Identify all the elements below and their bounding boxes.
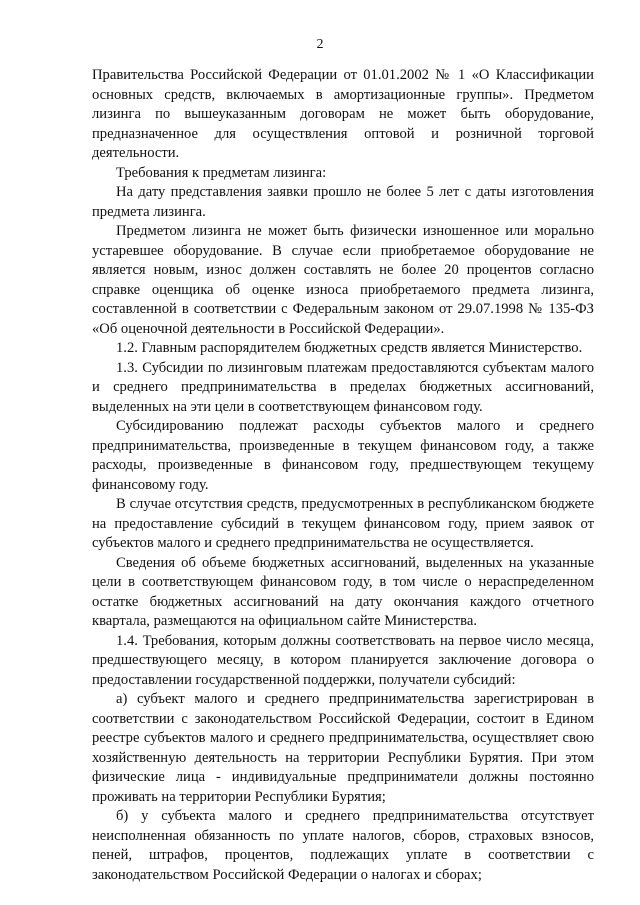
paragraph: Требования к предметам лизинга: <box>116 164 327 181</box>
paragraph: В случае отсутствия средств, предусмотренных в республиканском бюджете на предоставление субсидий в текущем финансовом году, прием заявок от субъектов малого и среднего предпринимательства не осуществляется. <box>92 496 594 551</box>
paragraph: а) субъект малого и среднего предпринимательства зарегистрирован в соответствии с законодательством Российской Федерации, состоит в Едином реестре субъектов малого и среднего предпринимательства, осуществляет свою хозяйственную деятельность на территории Республики Бурятия. При этом физические лица - индивидуальные предприниматели должны постоянно проживать на территории Республики Бурятия; <box>92 691 594 805</box>
page-number: 2 <box>316 37 324 52</box>
paragraph: Сведения об объеме бюджетных ассигнований, выделенных на указанные цели в соответствующем финансовом году, в том числе о нераспределенном остатке бюджетных ассигнований на дату окончания каждого отчетного квартала, размещаются на официальном сайте Министерства. <box>92 554 594 629</box>
paragraph: На дату представления заявки прошло не более 5 лет с даты изготовления предмета лизинга. <box>92 184 594 220</box>
paragraph: Правительства Российской Федерации от 01.01.2002 № 1 «О Классификации основных средств, включаемых в амортизационные группы». Предметом лизинга по вышеуказанным договорам не может быть оборудование, предназначенное для осуществления оптовой и розничной торговой деятельности. <box>92 67 594 161</box>
paragraph: 1.3. Субсидии по лизинговым платежам предоставляются субъектам малого и среднего предпринимательства в пределах бюджетных ассигнований, выделенных на эти цели в соответствующем финансовом году. <box>92 359 594 415</box>
document-body <box>92 66 594 885</box>
paragraph: 1.4. Требования, которым должны соответствовать на первое число месяца, предшествующего месяцу, в котором планируется заключение договора о предоставлении государственной поддержки, получатели субсидий: <box>92 632 594 688</box>
paragraph: б) у субъекта малого и среднего предпринимательства отсутствует неисполненная обязанность по уплате налогов, сборов, страховых взносов, пеней, штрафов, процентов, подлежащих уплате в соответствии с законодательством Российской Федерации о налогах и сборах; <box>92 808 594 883</box>
paragraph: Субсидированию подлежат расходы субъектов малого и среднего предпринимательства, произведенные в текущем финансовом году, а также расходы, произведенные в финансовом году, предшествующем текущему финансовому году. <box>92 418 594 493</box>
paragraph: Предметом лизинга не может быть физически изношенное или морально устаревшее оборудование. В случае если приобретаемое оборудование не является новым, износ должен составлять не более 20 процентов согласно справке оценщика об оценке износа приобретаемого предмета лизинга, составленной в соответствии с Федеральным законом от 29.07.1998 № 135-ФЗ «Об оценочной деятельности в Российской Федерации». <box>92 223 594 337</box>
paragraph: 1.2. Главным распорядителем бюджетных средств является Министерство. <box>116 340 583 356</box>
